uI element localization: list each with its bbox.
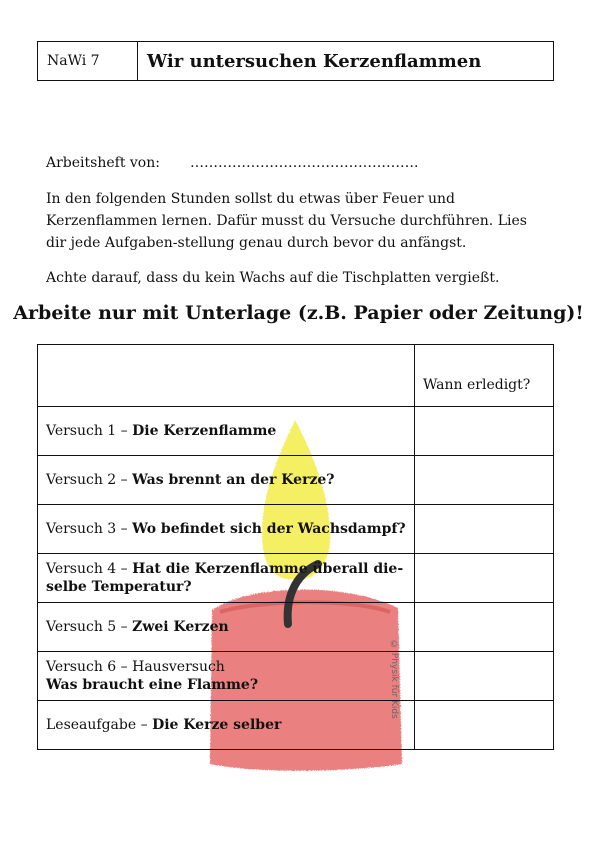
task-label: Versuch 4 –: [46, 561, 133, 577]
done-cell[interactable]: [415, 505, 554, 554]
table-header-row: [38, 345, 554, 407]
headline: Arbeite nur mit Unterlage (z.B. Papier oder Zeitung)!: [13, 302, 584, 324]
table-row: [38, 505, 554, 554]
task-cell: [38, 456, 415, 505]
task-name: Was brennt an der Kerze?: [132, 472, 335, 488]
task-label: Versuch 3 –: [46, 521, 133, 537]
done-cell[interactable]: [415, 554, 554, 603]
task-label: Versuch 2 –: [46, 472, 133, 488]
header-box: [37, 41, 554, 81]
page-title: Wir untersuchen Kerzenflammen: [147, 50, 482, 72]
task-label: Versuch 5 –: [46, 619, 133, 635]
task-table: [37, 344, 554, 750]
table-row: [38, 554, 554, 603]
table-row: [38, 652, 554, 701]
done-cell[interactable]: [415, 407, 554, 456]
subject-label: NaWi 7: [38, 42, 138, 80]
task-name: Wo befindet sich der Wachsdampf?: [132, 521, 406, 537]
header-empty-cell: [38, 345, 415, 407]
task-name: Was braucht eine Flamme?: [46, 677, 259, 693]
task-cell: [38, 652, 415, 701]
task-name: Die Kerzenflamme: [132, 423, 277, 439]
task-name: Die Kerze selber: [152, 717, 282, 733]
task-name: Zwei Kerzen: [132, 619, 229, 635]
task-cell: [38, 407, 415, 456]
owner-line: [46, 155, 418, 171]
table-row: [38, 701, 554, 750]
intro-text: In den folgenden Stunden sollst du etwas über Feuer und Kerzenflammen lernen. Dafür musst du Versuche durchführen. Lies dir jede Aufgaben-stellung genau durch bevor du anfängst.: [46, 191, 527, 251]
done-cell[interactable]: [415, 652, 554, 701]
warning-text: Achte darauf, dass du kein Wachs auf die Tischplatten vergießt.: [46, 270, 500, 286]
done-cell[interactable]: [415, 701, 554, 750]
table-row: [38, 456, 554, 505]
task-cell: [38, 554, 415, 603]
task-cell: [38, 603, 415, 652]
task-label: Versuch 1 –: [46, 423, 133, 439]
owner-label: Arbeitsheft von:: [46, 155, 160, 171]
table-row: [38, 407, 554, 456]
task-cell: [38, 701, 415, 750]
task-label: Leseaufgabe –: [46, 717, 153, 733]
table-row: [38, 603, 554, 652]
task-label: Versuch 6 – Hausversuch: [46, 659, 225, 675]
task-cell: [38, 505, 415, 554]
owner-blank-line: ………………………………………….: [189, 155, 419, 171]
done-cell[interactable]: [415, 456, 554, 505]
done-header: Wann erledigt?: [415, 345, 554, 407]
done-cell[interactable]: [415, 603, 554, 652]
task-name: Hat die Kerzenflamme überall die-selbe Temperatur?: [46, 561, 404, 595]
watermark: © Physik für Kids: [389, 640, 399, 719]
